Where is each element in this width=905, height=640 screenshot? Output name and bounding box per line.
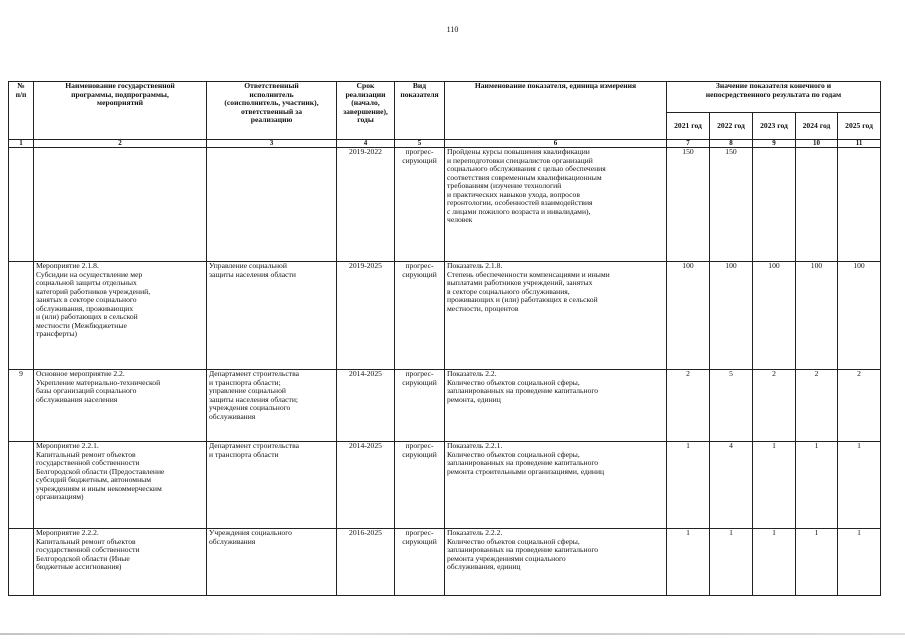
cell-num xyxy=(9,148,34,262)
cell-value: 1 xyxy=(796,529,838,596)
column-number: 2 xyxy=(34,140,207,148)
column-number: 7 xyxy=(667,140,710,148)
table-row xyxy=(9,148,881,262)
cell-type: прогрес- сирующий xyxy=(395,442,445,529)
cell-value: 150 xyxy=(667,148,710,262)
cell-value xyxy=(838,148,881,262)
cell-value: 1 xyxy=(796,442,838,529)
header-year: 2024 год xyxy=(796,113,838,140)
cell-responsible: Учреждения социального обслуживания xyxy=(207,529,337,596)
header-indicator: Наименование показателя, единица измерения xyxy=(445,82,667,140)
column-number: 9 xyxy=(753,140,796,148)
cell-name: Мероприятие 2.1.8. Субсидии на осуществление мер социальной защиты отдельных категорий работников учреждений, занятых в секторе социального обслуживания, проживающих и (или) работающих в сельской местности (Межбюджетные трансферты) xyxy=(34,262,207,370)
header-values-group: Значение показателя конечного и непосредственного результата по годам xyxy=(667,82,881,113)
header-year: 2023 год xyxy=(753,113,796,140)
cell-value: 1 xyxy=(710,529,753,596)
cell-num: 9 xyxy=(9,370,34,442)
cell-name: Мероприятие 2.2.2. Капитальный ремонт объектов государственной собственности Белгородской области (Иные бюджетные ассигнования) xyxy=(34,529,207,596)
cell-responsible: Департамент строительства и транспорта области; управление социальной защиты населения области; учреждения социального обслуживания xyxy=(207,370,337,442)
program-indicators-table xyxy=(8,81,881,596)
table-row xyxy=(9,262,881,370)
column-number: 6 xyxy=(445,140,667,148)
cell-value xyxy=(796,148,838,262)
header-num: № п/п xyxy=(9,82,34,140)
header-responsible: Ответственный исполнитель (соисполнитель, участник), ответственный за реализацию xyxy=(207,82,337,140)
column-number: 10 xyxy=(796,140,838,148)
cell-responsible: Управление социальной защиты населения области xyxy=(207,262,337,370)
table-row xyxy=(9,529,881,596)
cell-num xyxy=(9,529,34,596)
cell-value: 150 xyxy=(710,148,753,262)
header-name: Наименование государственной программы, подпрограммы, мероприятий xyxy=(34,82,207,140)
cell-indicator: Пройдены курсы повышения квалификации и переподготовки специалистов организаций социального обслуживания с целью обеспечения соответствия современным квалификационным требованиям (изучение технологий и практических навыков ухода, вопросов геронтологии, особенностей взаимодействия с лицами пожилого возраста и инвалидами), человек xyxy=(445,148,667,262)
cell-term: 2014-2025 xyxy=(337,442,395,529)
cell-indicator: Показатель 2.2. Количество объектов социальной сферы, запланированных на проведение капитального ремонта, единиц xyxy=(445,370,667,442)
cell-value: 1 xyxy=(667,529,710,596)
column-number: 4 xyxy=(337,140,395,148)
cell-indicator: Показатель 2.2.2. Количество объектов социальной сферы, запланированных на проведение капитального ремонта учреждениями социального обслуживания, единиц xyxy=(445,529,667,596)
cell-term: 2019-2022 xyxy=(337,148,395,262)
cell-value: 2 xyxy=(838,370,881,442)
scan-edge-divider xyxy=(0,633,905,635)
cell-term: 2014-2025 xyxy=(337,370,395,442)
header-year: 2022 год xyxy=(710,113,753,140)
cell-value: 100 xyxy=(838,262,881,370)
cell-indicator: Показатель 2.1.8. Степень обеспеченности компенсациями и иными выплатами работников учреждений, занятых в секторе социального обслуживания, проживающих и (или) работающих в сельской местности, процентов xyxy=(445,262,667,370)
cell-value: 2 xyxy=(667,370,710,442)
cell-term: 2016-2025 xyxy=(337,529,395,596)
header-term: Срок реализации (начало, завершение), годы xyxy=(337,82,395,140)
column-numbers-row xyxy=(9,140,881,148)
cell-value: 100 xyxy=(796,262,838,370)
cell-value: 1 xyxy=(753,442,796,529)
cell-name: Мероприятие 2.2.1. Капитальный ремонт объектов государственной собственности Белгородской области (Предоставление субсидий бюджетным, автономным учреждениям и иным некоммерческим организациям) xyxy=(34,442,207,529)
page-number: 110 xyxy=(446,25,459,34)
cell-value: 1 xyxy=(753,529,796,596)
cell-value: 1 xyxy=(667,442,710,529)
cell-num xyxy=(9,442,34,529)
cell-value: 1 xyxy=(838,529,881,596)
cell-name: Основное мероприятие 2.2. Укрепление материально-технической базы организаций социального обслуживания населения xyxy=(34,370,207,442)
cell-indicator: Показатель 2.2.1. Количество объектов социальной сферы, запланированных на проведение капитального ремонта строительными организациями, единиц xyxy=(445,442,667,529)
cell-value: 2 xyxy=(796,370,838,442)
cell-term: 2019-2025 xyxy=(337,262,395,370)
cell-type: прогрес- сирующий xyxy=(395,148,445,262)
cell-type: прогрес- сирующий xyxy=(395,529,445,596)
cell-value: 100 xyxy=(667,262,710,370)
cell-value: 100 xyxy=(753,262,796,370)
cell-value: 4 xyxy=(710,442,753,529)
column-number: 5 xyxy=(395,140,445,148)
cell-type: прогрес- сирующий xyxy=(395,370,445,442)
table-row xyxy=(9,370,881,442)
column-number: 11 xyxy=(838,140,881,148)
cell-value xyxy=(753,148,796,262)
header-type: Вид показателя xyxy=(395,82,445,140)
header-year: 2025 год xyxy=(838,113,881,140)
cell-value: 1 xyxy=(838,442,881,529)
column-number: 8 xyxy=(710,140,753,148)
cell-value: 5 xyxy=(710,370,753,442)
cell-name xyxy=(34,148,207,262)
cell-type: прогрес- сирующий xyxy=(395,262,445,370)
column-number: 1 xyxy=(9,140,34,148)
header-row xyxy=(9,82,881,113)
table-row xyxy=(9,442,881,529)
cell-value: 2 xyxy=(753,370,796,442)
cell-num xyxy=(9,262,34,370)
cell-responsible xyxy=(207,148,337,262)
cell-responsible: Департамент строительства и транспорта области xyxy=(207,442,337,529)
column-number: 3 xyxy=(207,140,337,148)
header-year: 2021 год xyxy=(667,113,710,140)
cell-value: 100 xyxy=(710,262,753,370)
